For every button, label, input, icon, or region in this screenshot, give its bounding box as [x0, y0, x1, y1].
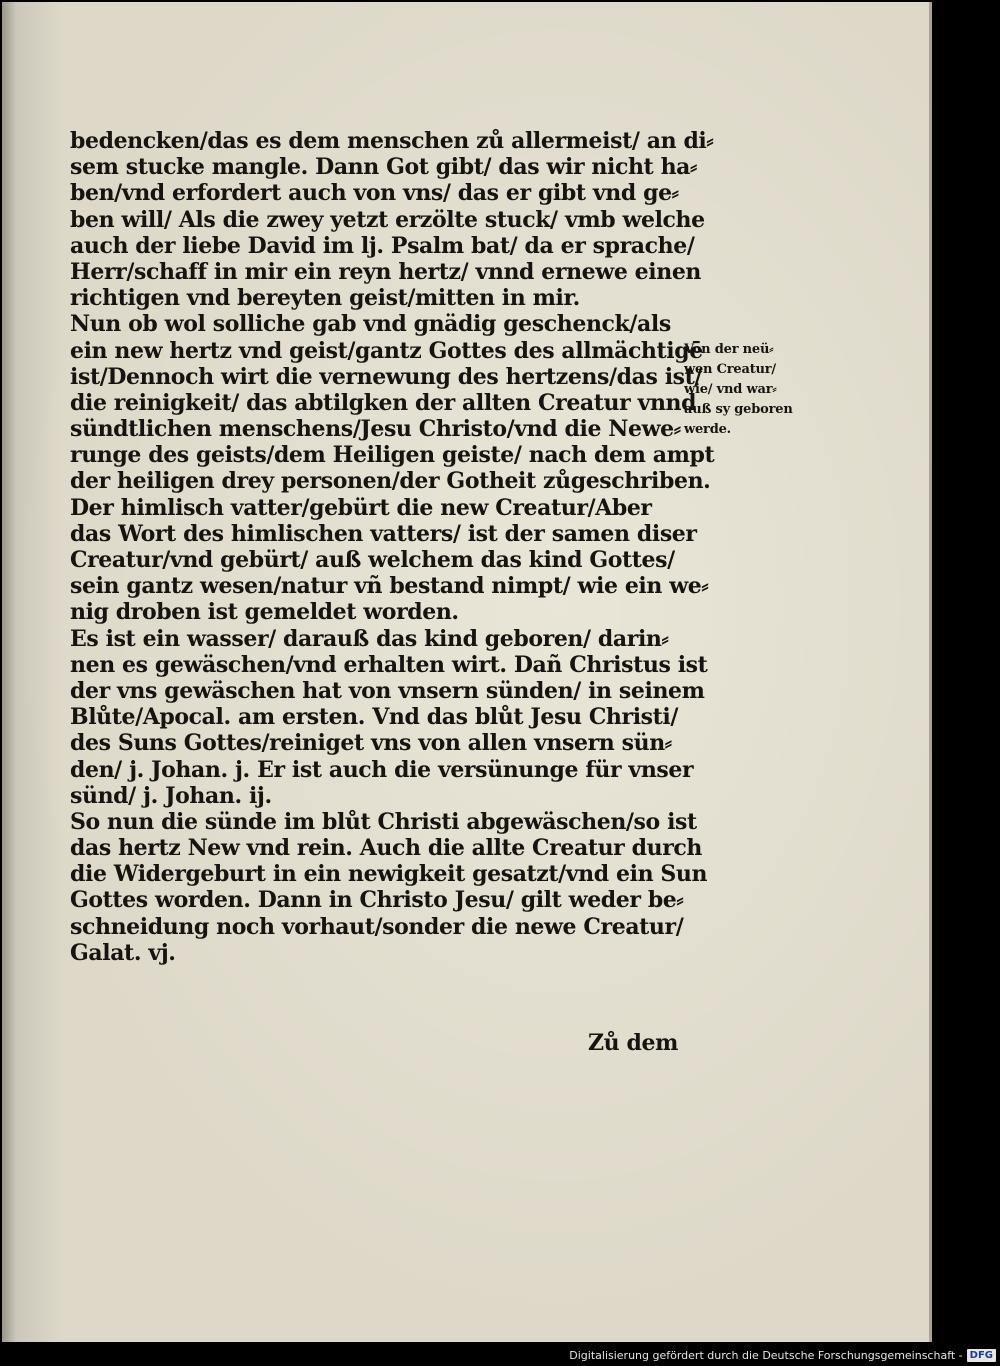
text-line: den/ j. Johan. j. Er ist auch die versünunge für vnser — [70, 756, 694, 783]
text-line: nig droben ist gemeldet worden. — [70, 599, 459, 626]
text-line: die reinigkeit/ das abtilgken der allten Creatur vnnd — [70, 389, 697, 416]
margin-note-line: auß sy geboren — [684, 402, 793, 417]
text-line: ist/Dennoch wirt die vernewung des hertzens/das ist/ — [70, 363, 703, 390]
text-line: bedencken/das es dem menschen zů allermeist/ an di⸗ — [70, 128, 714, 154]
text-line: Galat. vj. — [70, 939, 176, 966]
document-page — [2, 2, 932, 1342]
text-line: Blůte/Apocal. am ersten. Vnd das blůt Jesu Christi/ — [70, 704, 679, 731]
page-edge-shadow — [2, 2, 16, 1342]
margin-note-line: Von der neü⸗ — [684, 342, 774, 357]
text-line: des Suns Gottes/reiniget vns von allen vnsern sün⸗ — [70, 730, 672, 757]
dfg-logo: DFG — [967, 1349, 996, 1362]
text-line: das hertz New vnd rein. Auch die allte Creatur durch — [70, 835, 702, 862]
text-line: So nun die sünde im blůt Christi abgewäschen/so ist — [70, 808, 697, 835]
text-line: runge des geists/dem Heiligen geiste/ nach dem ampt — [70, 442, 715, 469]
text-line: auch der liebe David im lj. Psalm bat/ da er sprache/ — [70, 232, 695, 259]
text-line: ben/vnd erfordert auch von vns/ das er gibt vnd ge⸗ — [70, 180, 679, 207]
text-line: Es ist ein wasser/ darauß das kind geboren/ darin⸗ — [70, 625, 669, 652]
text-line: der heiligen drey personen/der Gotheit zůgeschriben. — [70, 468, 711, 495]
footer-credit-text: Digitalisierung gefördert durch die Deutsche Forschungsgemeinschaft - — [569, 1348, 963, 1362]
text-line: das Wort des himlischen vatters/ ist der samen diser — [70, 520, 697, 547]
text-line: Nun ob wol solliche gab vnd gnädig geschenck/als — [70, 311, 671, 338]
text-line: sündtlichen menschens/Jesu Christo/vnd die Newe⸗ — [70, 416, 681, 443]
text-line: nen es gewäschen/vnd erhalten wirt. Dañ Christus ist — [70, 651, 708, 678]
margin-note-line: wen Creatur/ — [684, 362, 776, 377]
margin-note-line: werde. — [684, 422, 731, 437]
margin-note — [684, 340, 824, 440]
text-line: Creatur/vnd gebürt/ auß welchem das kind Gottes/ — [70, 547, 675, 573]
text-line: ben will/ Als die zwey yetzt erzölte stuck/ vmb welche — [70, 206, 705, 233]
catchword: Zů dem — [588, 1030, 678, 1056]
text-line: der vns gewäschen hat von vnsern sünden/ in seinem — [70, 677, 705, 704]
text-line: die Widergeburt in ein newigkeit gesatzt/vnd ein Sun — [70, 861, 708, 888]
text-line: schneidung noch vorhaut/sonder die newe Creatur/ — [70, 913, 684, 940]
margin-note-line: wie/ vnd war⸗ — [684, 382, 777, 397]
text-line: ein new hertz vnd geist/gantz Gottes des allmächtigē — [70, 337, 703, 364]
text-line: sem stucke mangle. Dann Got gibt/ das wir nicht ha⸗ — [70, 154, 697, 181]
text-line: sünd/ j. Johan. ij. — [70, 782, 272, 809]
text-line: richtigen vnd bereyten geist/mitten in mir. — [70, 285, 580, 312]
text-line: sein gantz wesen/natur vñ bestand nimpt/ wie ein we⸗ — [70, 573, 709, 600]
text-line: Der himlisch vatter/gebürt die new Creatur/Aber — [70, 494, 652, 521]
text-line: Gottes worden. Dann in Christo Jesu/ gilt weder be⸗ — [70, 887, 684, 914]
footer-credit — [569, 1348, 996, 1362]
text-line: Herr/schaff in mir ein reyn hertz/ vnnd ernewe einen — [70, 258, 702, 285]
